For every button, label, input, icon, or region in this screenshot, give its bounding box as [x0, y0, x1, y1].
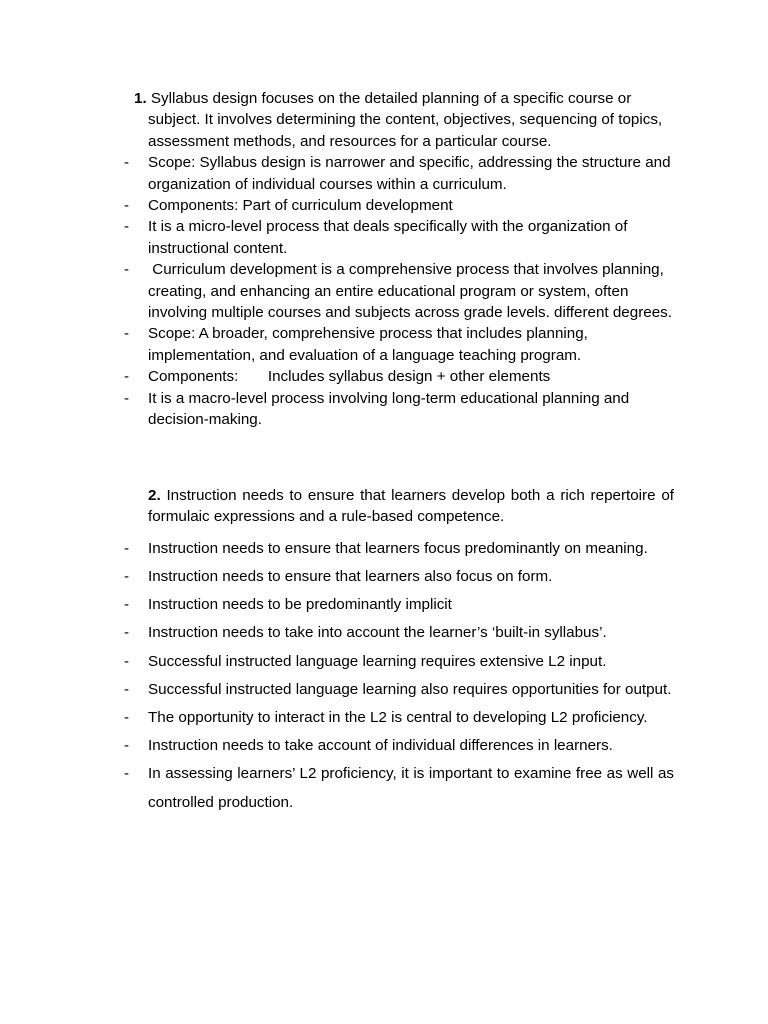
list-item-text: Instruction needs to take into account the learner’s ‘built-in syllabus’. [148, 624, 607, 642]
section-1-number: 1. [134, 90, 147, 107]
bullet-dash: - [124, 765, 130, 783]
section-2-list-item [124, 619, 674, 647]
bullet-dash: - [124, 709, 130, 727]
bullet-dash: - [124, 737, 130, 755]
list-item-text: Scope: Syllabus design is narrower and specific, addressing the structure and organization of individual courses within a curriculum. [148, 154, 671, 193]
list-item-text: In assessing learners’ L2 proficiency, it is important to examine free as well as controlled production. [148, 765, 674, 811]
section-2-heading-text: Instruction needs to ensure that learners develop both a rich repertoire of formulaic expressions and a rule-based competence. [148, 487, 674, 526]
section-1-heading [124, 88, 684, 152]
section-1-list-item [124, 259, 684, 323]
bullet-dash: - [124, 624, 130, 642]
section-2-list-item [124, 760, 674, 816]
list-item-text: Scope: A broader, comprehensive process that includes planning, implementation, and evaluation of a language teaching program. [148, 325, 588, 364]
list-item-text: Successful instructed language learning also requires opportunities for output. [148, 680, 672, 698]
list-item-text: It is a macro-level process involving long-term educational planning and decision-making. [148, 389, 630, 429]
section-2-list-item [124, 732, 674, 760]
bullet-dash: - [124, 325, 130, 343]
bullet-dash: - [124, 596, 130, 614]
bullet-dash: - [124, 154, 130, 172]
section-1-list-item [124, 152, 684, 195]
section-2-heading [124, 485, 674, 528]
bullet-dash: - [124, 680, 130, 698]
list-item-text: Components: Part of curriculum development [148, 197, 453, 215]
bullet-dash: - [124, 368, 130, 386]
section-2-list-item [124, 591, 674, 619]
bullet-dash: - [124, 652, 130, 670]
bullet-dash: - [124, 197, 130, 215]
section-2-list-item [124, 563, 674, 591]
bullet-dash: - [124, 261, 130, 279]
list-item-text: Instruction needs to ensure that learners also focus on form. [148, 568, 553, 586]
section-2-number: 2. [148, 487, 161, 504]
list-item-text: It is a micro-level process that deals specifically with the organization of instructional content. [148, 218, 628, 257]
bullet-dash: - [124, 568, 130, 586]
section-1 [124, 88, 684, 431]
bullet-dash: - [124, 218, 130, 236]
list-item-text: Instruction needs to take account of individual differences in learners. [148, 737, 613, 755]
section-2-list-item [124, 704, 674, 732]
section-1-list-item [124, 388, 684, 431]
section-2 [124, 485, 674, 817]
bullet-dash: - [124, 389, 130, 407]
list-item-text: Instruction needs to be predominantly implicit [148, 596, 452, 614]
section-1-list-item [124, 366, 684, 387]
list-item-text: Components: Includes syllabus design + other elements [148, 368, 551, 386]
section-1-list-item [124, 195, 684, 216]
section-2-list-item [124, 535, 674, 563]
section-2-list-item [124, 648, 674, 676]
list-item-text: Curriculum development is a comprehensive process that involves planning, creating, and enhancing an entire educational program or system, often involving multiple courses and subjects across grade levels. different degrees. [148, 261, 672, 322]
list-item-text: The opportunity to interact in the L2 is central to developing L2 proficiency. [148, 709, 648, 727]
list-item-text: Successful instructed language learning requires extensive L2 input. [148, 652, 607, 670]
bullet-dash: - [124, 539, 130, 557]
section-1-list-item [124, 323, 684, 366]
section-1-list-item [124, 216, 684, 259]
section-1-heading-text: Syllabus design focuses on the detailed planning of a specific course or subject. It involves determining the content, objectives, sequencing of topics, assessment methods, and resources for a particular course. [148, 90, 663, 150]
section-2-list-item [124, 676, 674, 704]
list-item-text: Instruction needs to ensure that learners focus predominantly on meaning. [148, 539, 648, 557]
